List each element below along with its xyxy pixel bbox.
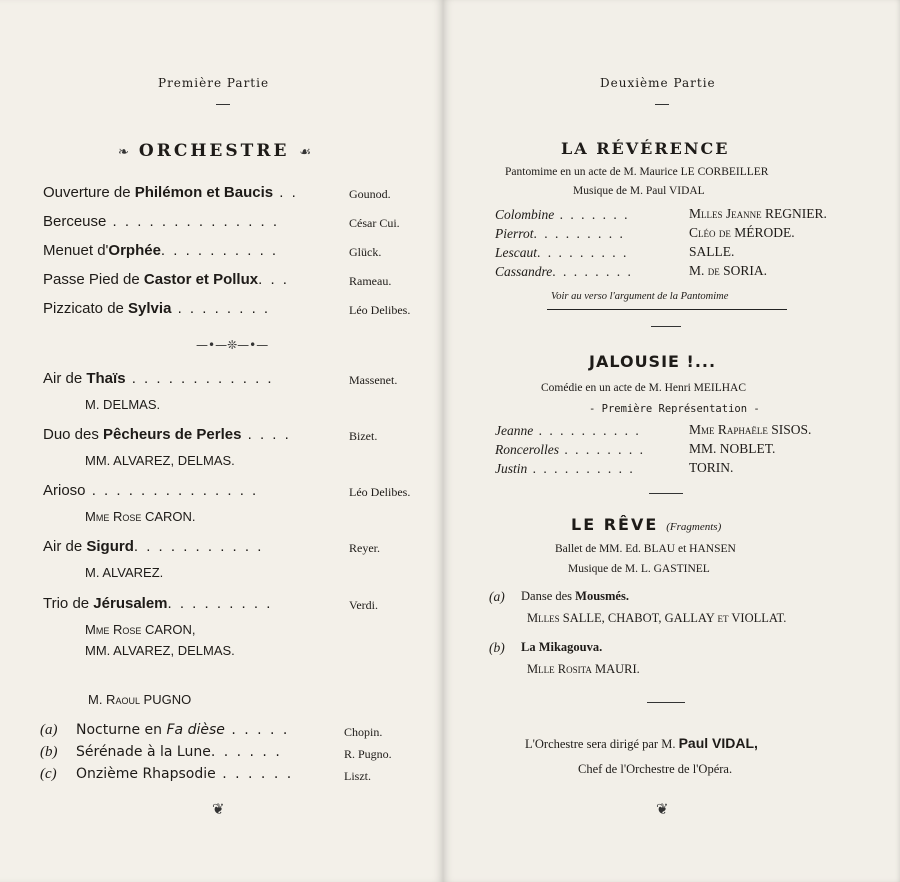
orchestre-item [43,271,289,288]
item-work: Castor et Pollux [143,271,259,288]
reve-heading [571,515,721,535]
cast-row [495,225,625,243]
composer: R. Pugno. [344,747,392,761]
reverence-line2: Musique de M. Paul VIDAL [573,185,705,197]
composer: Bizet. [349,429,378,443]
item-work: Philémon et Baucis [134,184,274,201]
cast-dots: . . . . . . . . . . [533,423,641,438]
item-work: Orphée [108,242,161,259]
cast-dots: . . . . . . . [554,207,630,222]
cast-dots: . . . . . . . . . [537,245,629,260]
right-page [443,0,900,882]
cast-role: Cassandre [495,264,553,279]
composer: Gounod. [349,187,391,201]
piano-label: (a) [40,722,58,738]
jalousie-line2: - Première Représentation - [589,403,760,415]
performer: M. DELMAS. [85,397,161,412]
performer: Mme Rose CARON, [85,622,196,637]
reve-subtitle: (Fragments) [666,521,722,533]
section-heading [118,141,311,161]
item-prefix: Arioso [43,482,86,499]
item-title: Sérénade à la Lune [76,744,211,760]
cast-row [495,460,635,478]
orchestre-item [43,184,298,201]
reverence-note: Voir au verso l'argument de la Pantomime [551,291,729,302]
reverence-line1: Pantomime en un acte de M. Maurice LE CORBEILLER [505,166,769,178]
item-dots: . . . . . . . . . . . . . . [85,482,259,499]
cast-role: Pierrot [495,226,534,241]
cast-actor: SALLE. [689,244,735,259]
cast-dots: . . . . . . . . . . [527,461,635,476]
composer: Verdi. [349,598,378,612]
part-performers: Mlle Rosita MAURI. [527,662,640,676]
composer: Massenet. [349,373,398,387]
ornament-right-icon: ☙ [299,145,312,160]
left-page [0,0,443,882]
composer: Rameau. [349,274,392,288]
item-prefix: Passe Pied de [43,271,144,288]
item-dots: . . . . [241,426,291,443]
cast-actor: Cléo de MÉRODE. [689,225,795,240]
item-work: Sigurd [86,538,134,555]
cast-role: Justin [495,461,528,476]
part-label: (a) [489,589,505,604]
part-prefix: Danse des [521,589,576,603]
song-item [43,595,272,612]
item-dots: . . . . . . . . . . . . . . [106,213,280,230]
item-dots: . . . . . . . . . . [160,242,279,259]
item-title: Onzième Rhapsodie [76,766,216,782]
performer: MM. ALVAREZ, DELMAS. [85,453,235,468]
cast-row [495,263,633,281]
performer: M. ALVAREZ. [85,565,164,580]
cast-actor: Mlles Jeanne REGNIER. [689,206,827,221]
title-dash-right [655,104,669,105]
part-work: La Mikagouva. [521,640,603,654]
part-title [521,640,602,655]
song-item [43,426,291,443]
jalousie-line1: Comédie en un acte de M. Henri MEILHAC [541,382,747,394]
item-prefix: Trio de [43,595,94,612]
item-prefix: Pizzicato de [43,300,129,317]
item-prefix: Duo des [43,426,104,443]
item-dots: . . . . . . . . . . . [133,538,264,555]
composer: Léo Delibes. [349,485,411,499]
item-prefix: Ouverture de [43,184,135,201]
song-item [43,370,274,387]
cast-dots: . . . . . . . . [558,442,645,457]
ornament-left-icon: ❧ [118,145,129,160]
item-prefix: Air de [43,538,87,555]
composer: Liszt. [344,769,371,783]
reverence-rule [547,309,787,310]
cast-role: Jeanne [495,423,534,438]
piano-item [76,744,282,760]
cast-role: Lescaut [495,245,537,260]
reve-line1: Ballet de MM. Ed. BLAU et HANSEN [555,543,736,555]
item-dots: . . . . . . [210,744,282,760]
reve-title: LE RÊVE [571,515,659,534]
composer: Glück. [349,245,382,259]
cast-row [495,422,641,440]
cast-actor: MM. NOBLET. [689,441,776,456]
pianist: M. Raoul PUGNO [88,692,192,707]
item-dots: . . . . . . . . . [167,595,273,612]
cast-role: Roncerolles [495,442,559,457]
performer: MM. ALVAREZ, DELMAS. [85,643,235,658]
section-title: ORCHESTRE [138,141,290,161]
item-dots: . . . . . . . . . . . . [125,370,274,387]
composer: Chopin. [344,725,383,739]
item-work: Jérusalem [93,595,168,612]
composer: Reyer. [349,541,380,555]
part-title-right: Deuxième Partie [600,76,716,90]
cast-role: Colombine [495,207,555,222]
piano-label: (c) [40,766,57,782]
item-prefix: Menuet d' [43,242,109,259]
cast-actor: Mme Raphaële SISOS. [689,422,812,437]
reve-dash [647,702,685,703]
title-dash [216,104,230,105]
jalousie-title: JALOUSIE !... [589,352,717,371]
item-dots: . . . . . . . . [171,300,271,317]
part-performers: Mlles SALLE, CHABOT, GALLAY et VIOLLAT. [527,611,787,625]
song-item [43,538,263,555]
item-prefix: Air de [43,370,87,387]
piano-label: (b) [40,744,58,760]
item-prefix: Berceuse [43,213,107,230]
conductor-line2: Chef de l'Orchestre de l'Opéra. [578,762,733,776]
item-title: Nocturne en [76,722,167,738]
orchestre-item [43,213,279,230]
composer: César Cui. [349,216,400,230]
item-dots: . . . . . . [215,766,294,782]
bottom-ornament-right-icon: ❦ [656,800,669,818]
song-item [43,482,258,499]
item-work: Pêcheurs de Perles [103,426,242,443]
reve-line2: Musique de M. L. GASTINEL [568,563,710,575]
piano-item [76,766,293,782]
cast-row [495,441,645,459]
orchestre-item [43,242,278,259]
orchestre-item [43,300,270,317]
part-title: Première Partie [158,76,270,90]
reverence-title: LA RÉVÉRENCE [561,139,730,158]
item-work: Thaïs [86,370,126,387]
item-work: Sylvia [128,300,172,317]
cast-dots: . . . . . . . . [552,264,633,279]
cast-row [495,244,628,262]
item-key: Fa dièse [166,722,225,738]
conductor-line1: L'Orchestre sera dirigé par M. Paul VIDAL, [525,735,758,751]
piano-item [76,722,289,738]
part-title [521,589,629,604]
part-work: Mousmés. [575,589,629,603]
cast-dots: . . . . . . . . . [533,226,625,241]
jalousie-dash [649,493,683,494]
composer: Léo Delibes. [349,303,411,317]
cast-row [495,206,630,224]
performer: Mme Rose CARON. [85,509,196,524]
item-dots: . . [273,184,298,201]
item-dots: . . . . . [224,722,290,738]
separator-icon: —•—❊—•— [196,338,269,352]
bottom-ornament-icon: ❦ [212,800,225,818]
cast-actor: M. de SORIA. [689,263,768,278]
item-dots: . . . [258,271,289,288]
cast-actor: TORIN. [689,460,734,475]
part-label: (b) [489,640,505,655]
reverence-dash [651,326,681,327]
